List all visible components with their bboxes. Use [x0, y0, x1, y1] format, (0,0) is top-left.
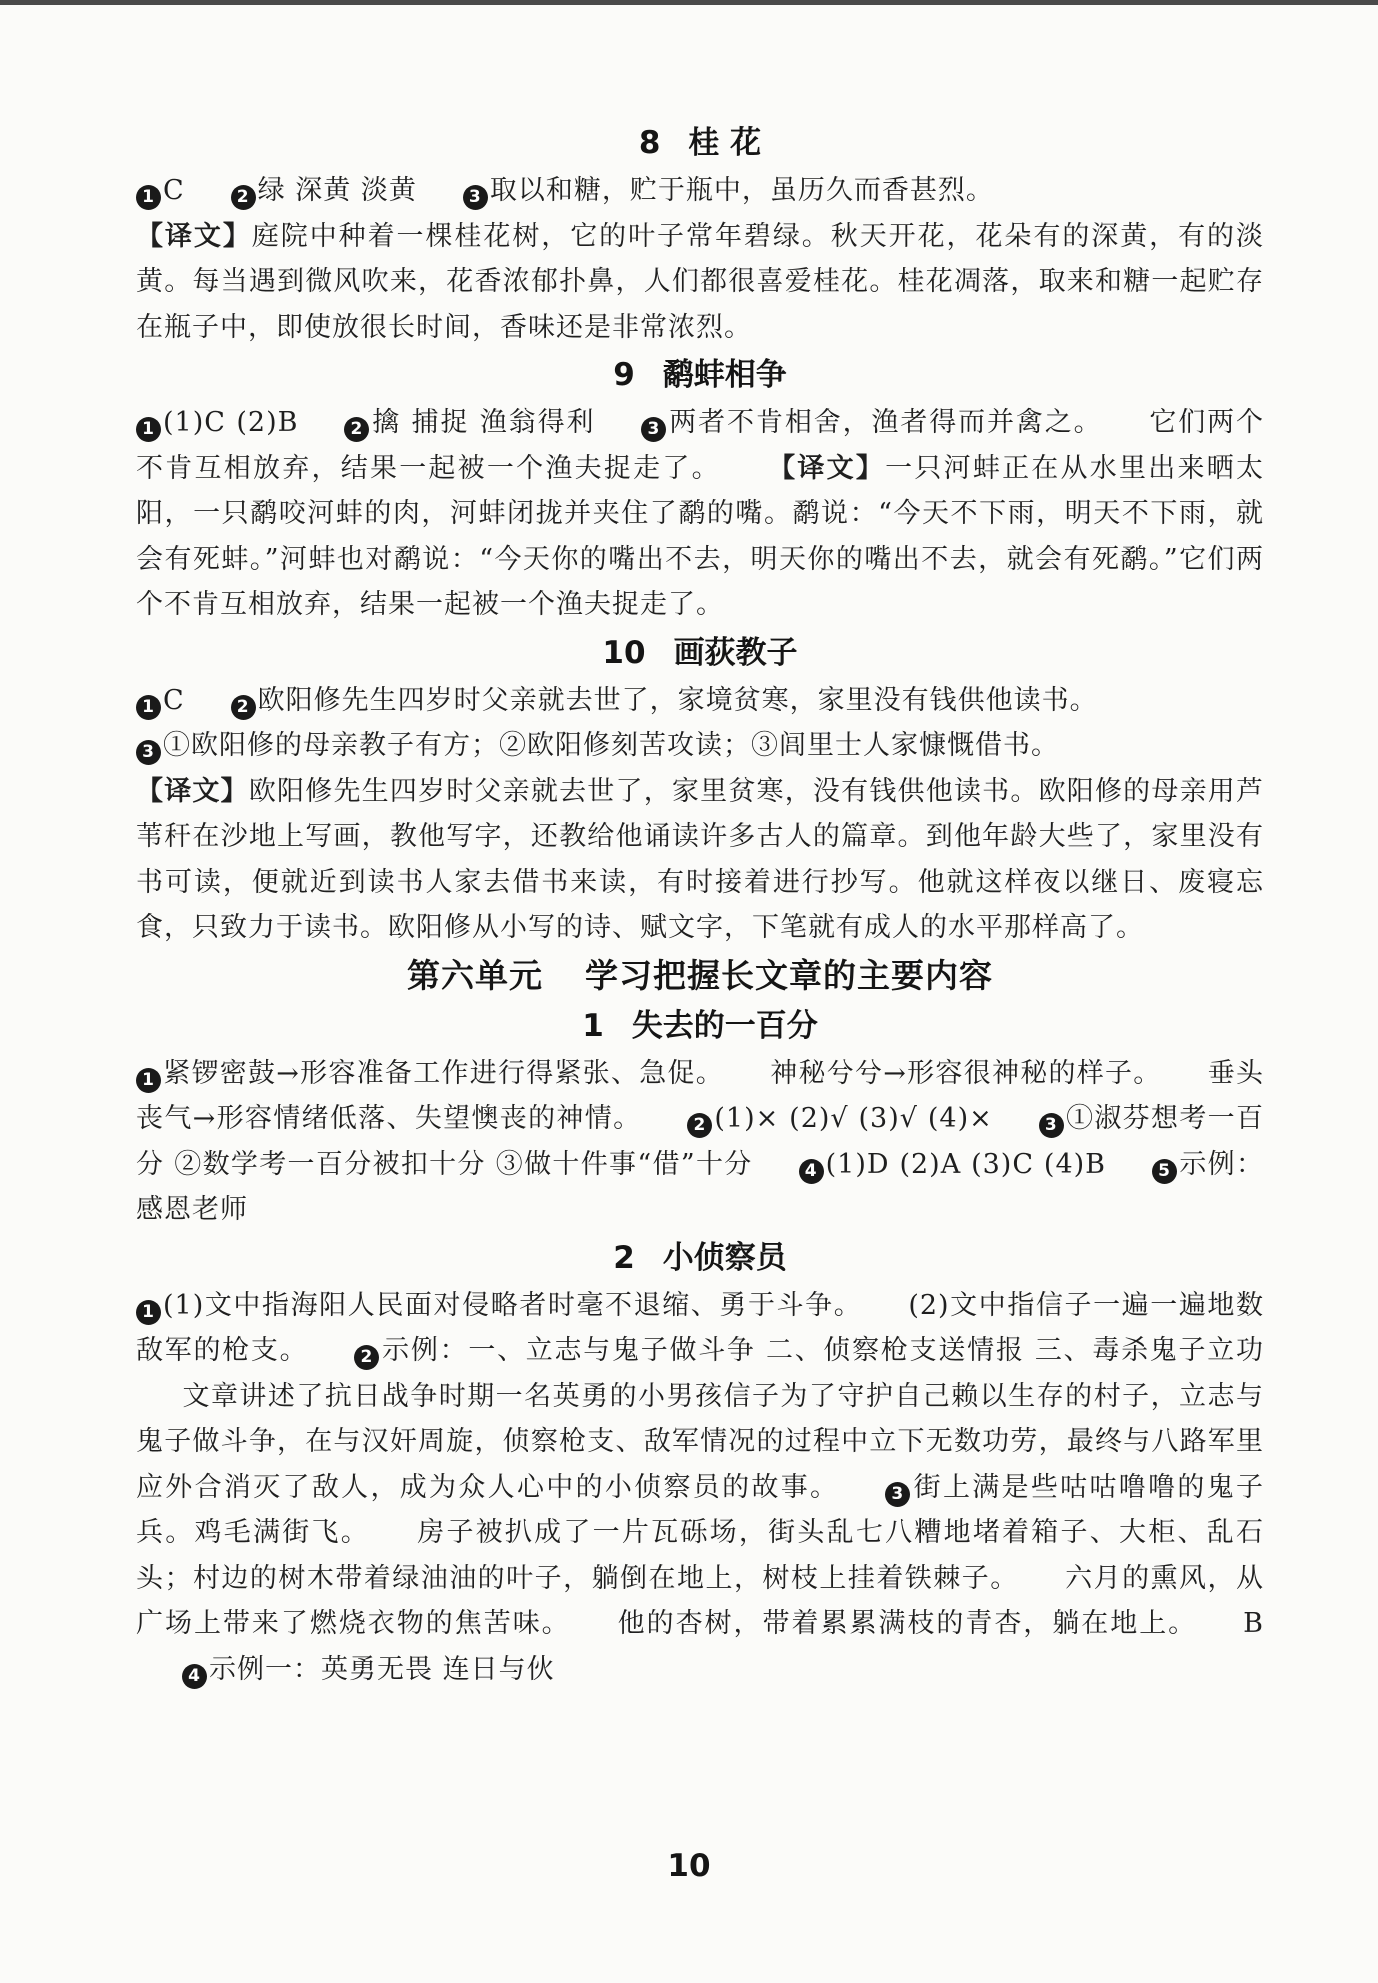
unit-title: 第六单元 学习把握长文章的主要内容 — [407, 955, 993, 995]
answer-marker: 3 — [1039, 1113, 1064, 1138]
unit-lesson-2-answers: 1 (1)文中指海阳人民面对侵略者时毫不退缩、勇于斗争。 (2)文中指信子一遍一遍地数敌军的枪支。 2 示例：一、立志与鬼子做斗争 二、侦察枪支送情报 三、毒杀鬼子立功文章讲述了抗日战争时期一名英勇的小男孩信子为了守护自己赖以生存的村子，立志与鬼子做斗争，在与汉奸周旋，侦察枪支、敌军情况的过程中立下无数功劳，最终与八路军里应外合消灭了敌人，成为众人心中的小侦察员的故事。 3 街上满是些咕咕噜噜的鬼子兵。鸡毛满街飞。 房子被扒成了一片瓦砾场，街头乱七八糟地堵着箱子、大柜、乱石头；村边的树木带着绿油油的叶子，躺倒在地上，树枝上挂着铁棘子。 六月的熏风，从广场上带来了燃烧衣物的焦苦味。 他的杏树，带着累累满枝的青杏，躺在地上。 B4 示例一：英勇无畏 连日与伙 — [136, 1283, 1264, 1693]
answer-marker: 2 — [687, 1113, 712, 1138]
answer-marker: 4 — [799, 1159, 824, 1184]
answer-marker: 3 — [136, 740, 161, 765]
answer-marker: 2 — [344, 417, 369, 442]
lesson-10-answer-3: 3 ①欧阳修的母亲教子有方；②欧阳修刻苦攻读；③闾里士人家慷慨借书。 — [136, 723, 1264, 769]
unit-lesson-1-title: 1 失去的一百分 — [582, 1007, 818, 1044]
answer-marker: 2 — [231, 695, 256, 720]
lesson-10-translation: 【译文】欧阳修先生四岁时父亲就去世了，家里贫寒，没有钱供他读书。欧阳修的母亲用芦苇秆在沙地上写画，教他写字，还教给他诵读许多古人的篇章。到他年龄大些了，家里没有书可读，便就近到读书人家去借书来读，有时接着进行抄写。他就这样夜以继日、废寝忘食，只致力于读书。欧阳修从小写的诗、赋文字，下笔就有成人的水平那样高了。 — [136, 775, 1265, 943]
unit-lesson-2-title: 2 小侦察员 — [613, 1239, 787, 1276]
lesson-9-answers: 1 (1)C (2)B 2 擒 捕捉 渔翁得利 3 两者不肯相舍，渔者得而并禽之。 它们两个不肯互相放弃，结果一起被一个渔夫捉走了。 【译文】一只河蚌正在从水里出来晒太阳，一只鹬咬河蚌的肉，河蚌闭拢并夹住了鹬的嘴。鹬说：“今天不下雨，明天不下雨，就会有死蚌。”河蚌也对鹬说：“今天你的嘴出不去，明天你的嘴出不去，就会有死鹬。”它们两个不肯互相放弃，结果一起被一个渔夫捉走了。 — [136, 407, 1265, 620]
lesson-8-translation: 【译文】庭院中种着一棵桂花树，它的叶子常年碧绿。秋天开花，花朵有的深黄，有的淡黄。每当遇到微风吹来，花香浓郁扑鼻，人们都很喜爱桂花。桂花凋落，取来和糖一起贮存在瓶子中，即使放很长时间，香味还是非常浓烈。 — [136, 220, 1265, 343]
lesson-8-title: 8 桂 花 — [638, 125, 762, 161]
answer-marker: 4 — [182, 1664, 207, 1689]
answer-marker: 5 — [1152, 1159, 1177, 1184]
answer-marker: 1 — [136, 417, 161, 442]
answer-marker: 1 — [136, 185, 161, 210]
answer-marker: 1 — [136, 1068, 161, 1093]
lesson-8-answers: 1 C 2 绿 深黄 淡黄 3 取以和糖，贮于瓶中，虽历久而香甚烈。 — [136, 168, 1264, 214]
answer-marker: 1 — [136, 1300, 161, 1325]
unit-lesson-1-answers: 1 紧锣密鼓→形容准备工作进行得紧张、急促。 神秘兮兮→形容很神秘的样子。 垂头丧气→形容情绪低落、失望懊丧的神情。 2 (1)× (2)√ (3)√ (4)× 3 ①淑芬想考一百分 ②数学考一百分被扣十分 ③做十件事“借”十分 4 (1)D (2)A (3)C (4)B 5 示例：感恩老师 — [136, 1057, 1265, 1225]
answer-marker: 3 — [463, 185, 488, 210]
answer-marker: 2 — [231, 185, 256, 210]
page-number: 10 — [667, 1848, 711, 1884]
lesson-9-title: 9 鹬蚌相争 — [613, 357, 787, 393]
lesson-10-title: 10 画荻教子 — [602, 634, 798, 671]
answer-marker: 3 — [885, 1482, 910, 1507]
answer-marker: 2 — [354, 1345, 379, 1370]
answer-marker: 3 — [641, 417, 666, 442]
answer-marker: 1 — [136, 695, 161, 720]
scan-edge — [0, 0, 1378, 5]
lesson-10-answers: 1 C 2 欧阳修先生四岁时父亲就去世了，家境贫寒，家里没有钱供他读书。 — [136, 678, 1264, 724]
answer-content — [136, 118, 1264, 1692]
